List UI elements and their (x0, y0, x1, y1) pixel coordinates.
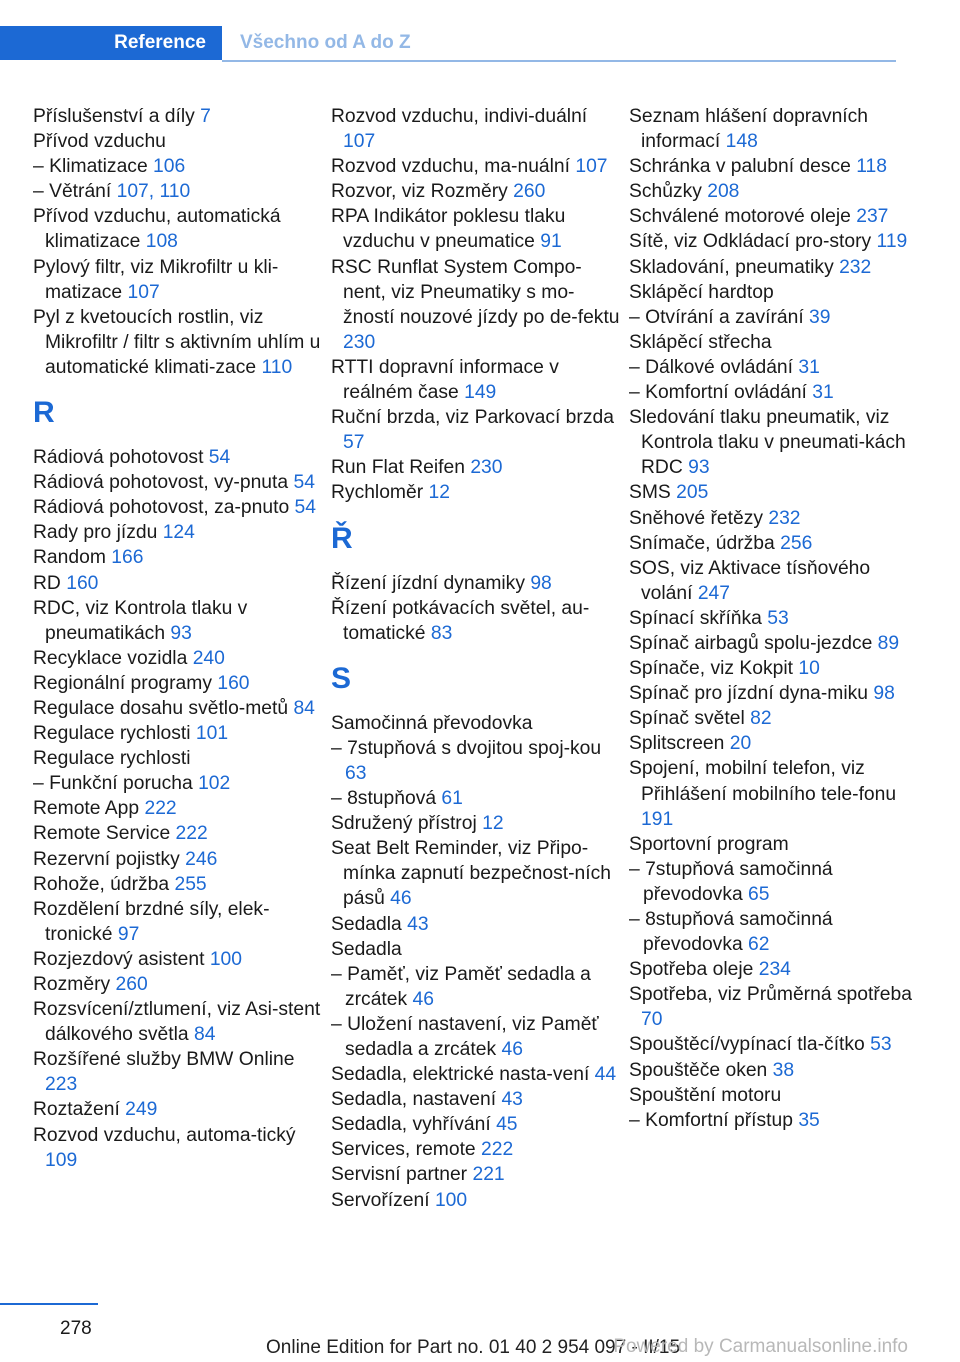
page-reference-link[interactable]: 205 (676, 482, 709, 504)
index-entry-label: RDC, viz Kontrola tlaku v pneumatikách (33, 597, 248, 644)
page-reference-link[interactable]: 84 (194, 1024, 216, 1046)
index-entry-label: Rozvod vzduchu, ma-nuální (331, 156, 576, 178)
index-entry-label: Servisní partner (331, 1164, 473, 1186)
index-subentry (629, 907, 919, 957)
index-entry (33, 947, 323, 972)
index-entry-label: Rychloměr (331, 482, 429, 504)
index-subentry (629, 355, 919, 380)
page-reference-link[interactable]: 38 (772, 1059, 795, 1081)
page-reference-link[interactable]: 107 (343, 131, 376, 153)
index-entry-label: Sledování tlaku pneumatik, viz Kontrola tlaku v pneumati-kách RDC (629, 407, 906, 479)
page-reference-link[interactable]: 230 (343, 331, 376, 353)
page-reference-link[interactable]: 43 (501, 1089, 523, 1111)
index-entry-label: Řízení jízdní dynamiky (331, 572, 531, 594)
index-entry-label: Rádiová pohotovost, za-pnuto (33, 497, 295, 519)
index-entry (331, 1112, 621, 1137)
index-entry (33, 847, 323, 872)
index-entry-label: – Funkční porucha (33, 773, 199, 795)
index-entry-label: Services, remote (331, 1139, 482, 1161)
index-entry-label: Sdružený přístroj (331, 813, 483, 835)
index-entry (331, 255, 621, 355)
page-reference-link[interactable]: 62 (748, 934, 770, 956)
index-entry-label: Recyklace vozidla (33, 647, 193, 669)
index-entry-label: Run Flat Reifen (331, 457, 471, 479)
page-reference-link[interactable]: 256 (780, 532, 813, 554)
index-entry-label: Snímače, údržba (629, 532, 781, 554)
page-header (0, 0, 960, 62)
index-entry (33, 872, 323, 897)
index-entry-label: Regulace rychlosti (33, 723, 196, 745)
index-entry-label: Rezervní pojistky (33, 848, 186, 870)
index-entry-label: Spínač airbagů spolu-jezdce (629, 632, 878, 654)
index-entry (629, 756, 919, 831)
index-entry (331, 912, 621, 937)
page-reference-link[interactable]: 10 (798, 658, 820, 680)
page-reference-link[interactable]: 107 (575, 156, 608, 178)
index-subentry (629, 305, 919, 330)
index-entry-label: Pylový filtr, viz Mikrofiltr u kli-matizace (33, 256, 279, 303)
index-entry (33, 721, 323, 746)
index-entry (331, 571, 621, 596)
page-reference-link[interactable]: 101 (195, 723, 229, 745)
index-entry (33, 696, 323, 721)
page-reference-link[interactable]: 63 (345, 762, 367, 784)
index-column-3 (629, 104, 919, 1133)
index-entry (629, 531, 919, 556)
index-subentry (629, 1108, 919, 1133)
page-reference-link[interactable]: 160 (217, 672, 250, 694)
page-reference-link[interactable]: 119 (876, 231, 908, 253)
index-entry (629, 154, 919, 179)
index-entry-label: Rozvod vzduchu, indivi-duální (331, 106, 588, 127)
page-reference-link[interactable]: 20 (729, 733, 752, 755)
index-entry (331, 811, 621, 836)
index-entry-label: Příslušenství a díly (33, 106, 201, 127)
page-reference-link[interactable]: 46 (501, 1039, 523, 1060)
index-entry (331, 405, 621, 455)
index-entry-label: RD (33, 572, 67, 594)
index-entry-label: – Dálkové ovládání (629, 356, 799, 378)
footer-rule (0, 1303, 98, 1305)
index-entry-label: Roztažení (33, 1099, 126, 1121)
index-entry-label: Sklápěcí střecha (629, 331, 772, 353)
index-entry-label: – Uložení nastavení, viz Paměť sedadla a zrcátek (331, 1013, 599, 1060)
index-entry (331, 154, 621, 179)
index-entry (331, 455, 621, 480)
index-entry-label: – 7stupňová samočinná převodovka (629, 858, 833, 905)
index-entry (33, 571, 323, 596)
index-entry (629, 681, 919, 706)
index-entry-label: Remote App (33, 798, 145, 820)
index-entry (629, 255, 919, 280)
index-entry-label: Rozjezdový asistent (33, 948, 210, 970)
index-entry-label: Splitscreen (629, 733, 730, 755)
index-entry-label: Řízení potkávacích světel, au-tomatické (331, 597, 590, 644)
page-reference-link[interactable]: 100 (434, 1189, 468, 1211)
page-reference-link[interactable]: 223 (45, 1074, 78, 1096)
index-entry (629, 606, 919, 631)
index-entry (331, 1137, 621, 1162)
index-entry-label: Sněhové řetězy (629, 507, 769, 529)
page-reference-link[interactable]: 249 (125, 1099, 158, 1121)
index-entry (331, 1188, 621, 1213)
index-entry (331, 104, 621, 154)
edition-note: Online Edition for Part no. 01 40 2 954 097 - II/15 (266, 1337, 681, 1358)
page-reference-link[interactable]: 53 (767, 607, 789, 629)
index-entry-label: SOS, viz Aktivace tísňového volání (629, 557, 871, 604)
index-entry-label: – Komfortní přístup (629, 1109, 799, 1131)
page-reference-link[interactable]: 240 (192, 647, 225, 669)
index-entry (33, 129, 323, 154)
page-reference-link[interactable]: 54 (208, 447, 231, 469)
page-reference-link[interactable]: 45 (496, 1114, 518, 1136)
index-entry (629, 832, 919, 857)
index-entry (629, 1083, 919, 1108)
index-entry-label: – Otvírání a zavírání (629, 306, 810, 328)
page-reference-link[interactable]: 43 (407, 913, 429, 935)
index-entry (33, 972, 323, 997)
index-entry-label: Spouštění motoru (629, 1084, 782, 1106)
index-entry (33, 520, 323, 545)
index-entry (331, 355, 621, 405)
index-entry (629, 330, 919, 355)
index-entry (331, 1062, 621, 1087)
page-reference-link[interactable]: 82 (750, 708, 772, 730)
index-entry-label: Rádiová pohotovost (33, 447, 209, 469)
index-entry-label: Spojení, mobilní telefon, viz Přihlášení mobilního tele-fonu (629, 758, 897, 805)
index-subentry (629, 380, 919, 405)
page-reference-link[interactable]: 54 (293, 472, 315, 494)
index-entry (331, 836, 621, 911)
index-entry-label: Samočinná převodovka (331, 712, 533, 734)
index-entry (629, 480, 919, 505)
page-reference-link[interactable]: 124 (162, 522, 195, 544)
index-entry (33, 796, 323, 821)
index-entry-label: Regionální programy (33, 672, 218, 694)
page-reference-link[interactable]: 61 (441, 788, 463, 810)
index-entry (33, 671, 323, 696)
index-entry (33, 897, 323, 947)
index-entry (629, 506, 919, 531)
page-reference-link[interactable]: 97 (117, 923, 140, 945)
page-reference-link[interactable]: 91 (540, 231, 562, 253)
index-entry-label: Spouštěcí/vypínací tla-čítko (629, 1034, 871, 1056)
index-entry-label: Remote Service (33, 823, 176, 845)
index-entry-label: Sedadla, nastavení (331, 1089, 502, 1111)
index-subentry (629, 857, 919, 907)
page-reference-link[interactable]: 106 (153, 156, 186, 178)
index-entry-label: Sedadla, elektrické nasta-vení (331, 1064, 595, 1086)
page-reference-link[interactable]: 102 (198, 773, 231, 795)
index-entry (33, 646, 323, 671)
index-entry-label: Rohože, údržba (33, 873, 175, 895)
page-reference-link[interactable]: 98 (873, 683, 895, 705)
page-reference-link[interactable]: 39 (809, 306, 831, 328)
index-entry-label: Ruční brzda, viz Parkovací brzda (331, 407, 614, 429)
page-reference-link[interactable]: 148 (725, 131, 758, 153)
index-entry (33, 1047, 323, 1097)
index-entry (33, 445, 323, 470)
index-letter-heading: Ř (331, 521, 353, 555)
section-tab-reference[interactable]: Reference (0, 26, 222, 60)
index-entry (33, 255, 323, 305)
index-entry (33, 821, 323, 846)
index-entry-label: – 8stupňová samočinná převodovka (629, 909, 833, 956)
index-entry (33, 495, 323, 520)
index-entry (33, 1123, 323, 1173)
page-reference-link[interactable]: 232 (839, 256, 872, 278)
index-entry (33, 997, 323, 1047)
page-reference-link[interactable]: 100 (209, 948, 242, 970)
index-entry-label: – Větrání (33, 181, 117, 203)
index-entry (629, 204, 919, 229)
page-reference-link[interactable]: 70 (641, 1009, 663, 1031)
index-subentry (331, 736, 621, 786)
page-reference-link[interactable]: 222 (144, 798, 177, 820)
index-entry-label: Spotřeba, viz Průměrná spotřeba (629, 984, 912, 1006)
index-entry-label: – 7stupňová s dvojitou spoj-kou (331, 737, 602, 759)
index-entry (331, 1162, 621, 1187)
page-reference-link[interactable]: 31 (798, 356, 820, 378)
index-entry-label: RSC Runflat System Compo-nent, viz Pneumatiky s mo-žností nouzové jízdy po de-fektu (331, 256, 620, 328)
page-reference-link[interactable]: 108 (145, 231, 178, 253)
page-reference-link[interactable]: 57 (343, 432, 365, 454)
index-entry (629, 556, 919, 606)
index-entry (33, 204, 323, 254)
index-entry-label: Rozvor, viz Rozměry (331, 181, 514, 203)
page-reference-link[interactable]: 83 (430, 622, 453, 644)
page-reference-link[interactable]: 222 (481, 1139, 514, 1161)
watermark: Powered by Carmanualsonline.info (613, 1336, 908, 1357)
index-entry (331, 1087, 621, 1112)
index-entry (629, 229, 919, 254)
page-reference-link[interactable]: 84 (293, 697, 315, 719)
index-entry-label: Rádiová pohotovost, vy-pnuta (33, 472, 294, 494)
page-reference-link[interactable]: 221 (472, 1164, 505, 1186)
index-entry (629, 104, 919, 154)
page-reference-link[interactable]: 260 (115, 974, 148, 995)
index-entry-label: Seznam hlášení dopravních informací (629, 106, 869, 153)
index-entry-label: Spínač světel (629, 708, 751, 730)
index-entry-label: Spínače, viz Kokpit (629, 658, 799, 680)
index-entry (629, 1058, 919, 1083)
page-reference-link[interactable]: 12 (428, 482, 450, 504)
page-reference-link[interactable]: 31 (812, 382, 834, 404)
page-reference-link[interactable]: 237 (856, 206, 889, 228)
index-entry (629, 1032, 919, 1057)
index-entry (629, 656, 919, 681)
index-entry (33, 746, 323, 771)
page-reference-link[interactable]: 93 (170, 622, 192, 644)
header-rule (222, 60, 896, 62)
page-reference-link[interactable]: 118 (856, 156, 887, 178)
index-entry-label: Sedadla (331, 938, 402, 960)
page-number: 278 (60, 1318, 92, 1339)
index-subentry (33, 154, 323, 179)
index-entry (629, 731, 919, 756)
index-entry (629, 179, 919, 204)
index-subentry (33, 179, 323, 204)
index-entry-label: Spínač pro jízdní dyna-miku (629, 683, 874, 705)
index-entry-label: Rady pro jízdu (33, 522, 163, 544)
page-reference-link[interactable]: 149 (464, 382, 497, 404)
page-reference-link[interactable]: 222 (175, 823, 208, 845)
page-reference-link[interactable]: 12 (482, 813, 504, 835)
page-reference-link[interactable]: 260 (513, 181, 546, 203)
index-entry (331, 596, 621, 646)
index-subentry (331, 1012, 621, 1062)
index-entry-label: Rozdělení brzdné síly, elek-tronické (33, 898, 270, 945)
page-reference-link[interactable]: 53 (870, 1034, 892, 1056)
index-entry-label: Schůzky (629, 181, 708, 203)
index-entry-label: RTTI dopravní informace v reálném čase (331, 356, 559, 404)
index-subentry (33, 771, 323, 796)
index-entry (33, 104, 323, 129)
index-entry-label: Sklápěcí hardtop (629, 281, 774, 303)
page-reference-link[interactable]: 191 (641, 808, 674, 830)
index-entry (33, 596, 323, 646)
index-entry-label: Servořízení (331, 1189, 435, 1211)
index-entry-label: Rozšířené služby BMW Online (33, 1049, 295, 1071)
index-entry-label: SMS (629, 482, 677, 504)
index-entry-label: Přívod vzduchu (33, 131, 166, 153)
page-reference-link[interactable]: 255 (174, 873, 207, 895)
index-entry (331, 179, 621, 204)
index-entry-label: – Paměť, viz Paměť sedadla a zrcátek (331, 963, 591, 1010)
page-reference-link[interactable]: 232 (768, 507, 801, 529)
page-reference-link[interactable]: 208 (707, 181, 740, 203)
index-column-1 (33, 104, 323, 1173)
index-entry-label: Spouštěče oken (629, 1059, 773, 1081)
index-entry-label: Random (33, 547, 112, 569)
page-reference-link[interactable]: 107, 110 (116, 181, 191, 203)
index-entry (33, 305, 323, 380)
index-entry-label: Spotřeba oleje (629, 959, 759, 981)
index-entry-label: Sedadla, vyhřívání (331, 1114, 497, 1136)
index-column-2 (331, 104, 621, 1213)
page-reference-link[interactable]: 98 (530, 572, 552, 594)
index-entry (33, 1097, 323, 1122)
index-entry (33, 545, 323, 570)
index-entry (629, 957, 919, 982)
page-reference-link[interactable]: 166 (111, 547, 144, 569)
index-letter-heading: S (331, 661, 352, 695)
index-entry-label: Schválené motorové oleje (629, 206, 857, 228)
page-reference-link[interactable]: 230 (470, 457, 503, 479)
index-entry (629, 631, 919, 656)
page-reference-link[interactable]: 54 (294, 497, 316, 519)
page-reference-link[interactable]: 89 (877, 632, 900, 654)
page-reference-link[interactable]: 93 (688, 457, 710, 479)
page-reference-link[interactable]: 7 (200, 106, 211, 127)
index-entry (331, 937, 621, 962)
index-entry-label: Přívod vzduchu, automatická klimatizace (33, 206, 281, 253)
index-entry-label: Regulace rychlosti (33, 748, 191, 770)
index-entry (331, 204, 621, 254)
page-reference-link[interactable]: 110 (261, 356, 293, 378)
index-entry-label: Rozměry (33, 974, 116, 995)
index-letter-heading: R (33, 396, 55, 430)
index-entry-label: Skladování, pneumatiky (629, 256, 840, 278)
index-entry (629, 280, 919, 305)
page-reference-link[interactable]: 160 (66, 572, 99, 594)
index-entry-label: Pyl z kvetoucích rostlin, viz Mikrofiltr / filtr s aktivním uhlím u automatické klimati-zace (33, 306, 321, 378)
page-reference-link[interactable]: 107 (127, 281, 160, 303)
page-reference-link[interactable]: 35 (798, 1109, 820, 1131)
index-entry-label: Schránka v palubní desce (629, 156, 857, 178)
index-entry-label: – Komfortní ovládání (629, 382, 813, 404)
index-entry-label: Seat Belt Reminder, viz Připo-mínka zapnutí bezpečnost-ních pásů (331, 838, 611, 910)
index-entry (629, 405, 919, 480)
page-reference-link[interactable]: 109 (45, 1149, 78, 1171)
index-entry-label: Spínací skříňka (629, 607, 768, 629)
index-entry-label: Rozsvícení/ztlumení, viz Asi-stent dálkového světla (33, 999, 321, 1046)
index-entry (629, 982, 919, 1032)
page-reference-link[interactable]: 234 (758, 959, 791, 981)
index-entry-label: Regulace dosahu světlo-metů (33, 697, 294, 719)
section-tab-a-to-z[interactable]: Všechno od A do Z (240, 32, 411, 53)
index-subentry (331, 962, 621, 1012)
index-entry-label: Sportovní program (629, 833, 789, 855)
page-reference-link[interactable]: 247 (697, 582, 730, 604)
index-entry-label: Sedadla (331, 913, 408, 935)
index-entry-label: – 8stupňová (331, 788, 442, 810)
page-reference-link[interactable]: 44 (594, 1064, 617, 1086)
index-entry (331, 711, 621, 736)
page-reference-link[interactable]: 65 (748, 883, 770, 905)
index-entry (33, 470, 323, 495)
index-subentry (331, 786, 621, 811)
index-entry-label: Sítě, viz Odkládací pro-story (629, 231, 877, 253)
page-reference-link[interactable]: 46 (390, 888, 412, 910)
index-entry-label: Rozvod vzduchu, automa-tický (33, 1124, 296, 1146)
page-reference-link[interactable]: 46 (412, 988, 434, 1010)
page-reference-link[interactable]: 246 (185, 848, 218, 870)
index-entry (331, 480, 621, 505)
index-entry (629, 706, 919, 731)
index-entry-label: RPA Indikátor poklesu tlaku vzduchu v pneumatice (331, 206, 566, 253)
index-entry-label: – Klimatizace (33, 156, 154, 178)
